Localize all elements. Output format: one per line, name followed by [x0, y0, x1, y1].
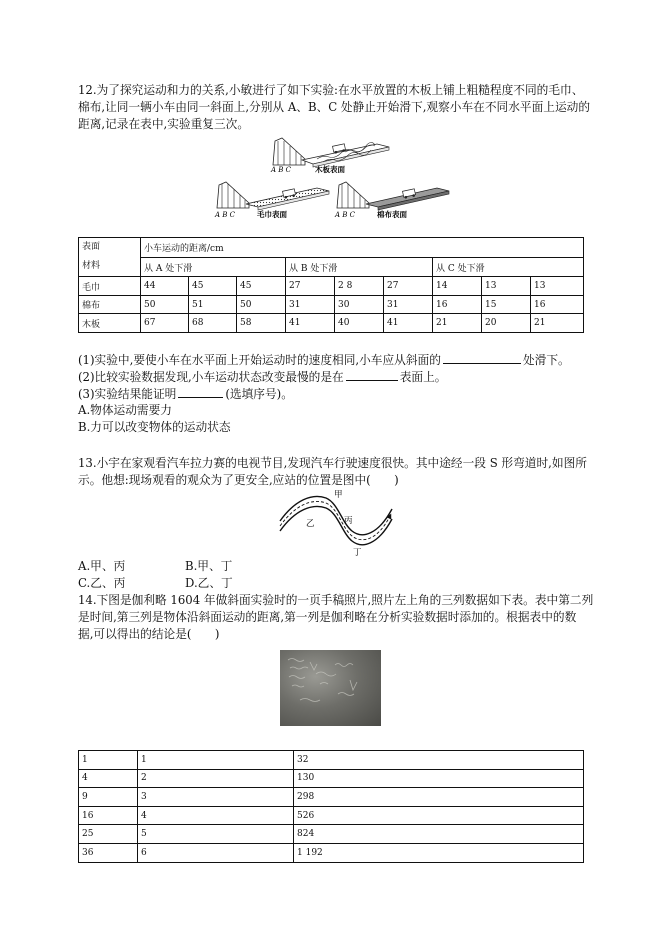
wood-surface-label: 木板表面 [315, 165, 345, 174]
table-cell: 27 [286, 277, 335, 296]
distance-table [78, 237, 584, 333]
table-row [79, 788, 584, 807]
table-cell: 31 [286, 296, 335, 314]
sub-3-text: (3)实验结果能证明 [78, 387, 177, 401]
group-header-b: 从 B 处下滑 [286, 258, 433, 277]
manuscript-photo [280, 650, 381, 726]
ramp-points-label: A B C [271, 166, 292, 174]
q13-line-2: 示。他想:现场观看的观众为了更安全,应站的位置是图中( ) [78, 473, 399, 487]
sub-2-suffix: 表面上。 [399, 370, 447, 384]
position-label-jia: 甲 [334, 490, 343, 500]
q13-line-1: 13.小宇在家观看汽车拉力赛的电视节目,发现汽车行驶速度很快。其中途经一段 S 形弯道时,如图所 [78, 456, 587, 470]
towel-surface-setup [214, 182, 329, 219]
s-curve-road-figure [270, 488, 395, 558]
sub-1-text: (1)实验中,要使小车在水平面上开始运动时的速度相同,小车应从斜面的 [78, 353, 441, 367]
table-cell: 51 [189, 296, 237, 314]
table-cell: 298 [294, 788, 584, 807]
table-cell: 16 [531, 296, 584, 314]
table-cell: 14 [433, 277, 482, 296]
wood-board [302, 144, 389, 164]
table-cell: 13 [531, 277, 584, 296]
position-label-yi: 乙 [306, 519, 315, 529]
q12-line-1: 12.为了探究运动和力的关系,小敏进行了如下实验:在水平放置的木板上铺上粗糙程度不同的毛巾、 [78, 83, 584, 97]
q12-option-a: A.物体运动需要力 [78, 403, 172, 417]
table-cell: 41 [286, 314, 335, 333]
galileo-data-table [78, 750, 584, 863]
manuscript-writing-marks [280, 650, 381, 726]
table-cell: 1 192 [294, 843, 584, 862]
q13-option-a: A.甲、丙 [78, 559, 126, 573]
table-row [79, 314, 584, 333]
corner-header-bottom: 材料 [82, 261, 101, 271]
table-cell: 41 [384, 314, 433, 333]
table-cell: 5 [138, 825, 294, 844]
q13-options-row-2 [78, 575, 378, 592]
table-cell: 1 [79, 751, 138, 770]
group-header-a: 从 A 处下滑 [141, 258, 286, 277]
table-cell: 45 [237, 277, 286, 296]
table-cell: 13 [482, 277, 531, 296]
table-cell: 36 [79, 843, 138, 862]
table-cell: 40 [335, 314, 384, 333]
corner-header-cell [79, 238, 141, 277]
answer-blank [178, 385, 223, 398]
group-header-c: 从 C 处下滑 [433, 258, 584, 277]
q12-sub-1 [78, 351, 570, 368]
sub-3-suffix: (选填序号)。 [225, 387, 293, 401]
table-cell: 32 [294, 751, 584, 770]
ramp-points-label: A B C [215, 211, 236, 219]
table-cell: 31 [384, 296, 433, 314]
towel-surface-label: 毛巾表面 [257, 210, 287, 219]
cotton-surface-label: 棉布表面 [377, 210, 407, 219]
table-row [79, 769, 584, 788]
table-row [79, 806, 584, 825]
q12-option-b: B.力可以改变物体的运动状态 [78, 420, 231, 434]
material-cell: 木板 [79, 314, 141, 333]
material-cell: 毛巾 [79, 277, 141, 296]
table-cell: 45 [189, 277, 237, 296]
q13-options-row-1 [78, 558, 378, 575]
table-cell: 27 [384, 277, 433, 296]
table-cell: 25 [79, 825, 138, 844]
table-cell: 2 [138, 769, 294, 788]
car-path-arrow [280, 501, 390, 539]
sub-1-suffix: 处滑下。 [522, 353, 570, 367]
ramp-points-label: A B C [335, 211, 356, 219]
table-cell: 526 [294, 806, 584, 825]
corner-header-top: 表面 [82, 242, 101, 252]
table-cell: 130 [294, 769, 584, 788]
table-cell: 4 [138, 806, 294, 825]
table-cell: 824 [294, 825, 584, 844]
cotton-surface-setup [334, 182, 449, 219]
road-edge-lower [280, 506, 392, 544]
table-cell: 16 [79, 806, 138, 825]
q14-line-3: 据,可以得出的结论是( ) [78, 627, 220, 641]
table-cell: 1 [138, 751, 294, 770]
q12-sub-3 [78, 385, 293, 402]
table-row [79, 296, 584, 314]
position-label-bing: 丙 [344, 516, 353, 526]
table-header-row [79, 258, 584, 277]
table-cell: 68 [189, 314, 237, 333]
table-cell: 21 [531, 314, 584, 333]
table-row [79, 825, 584, 844]
incline-experiment-figure [205, 135, 450, 225]
position-label-ding: 丁 [353, 548, 362, 558]
q13-option-c: C.乙、丙 [78, 576, 126, 590]
table-cell: 20 [482, 314, 531, 333]
road-edge-upper [280, 496, 392, 534]
q12-line-3: 距离,记录在表中,实验重复三次。 [78, 117, 250, 131]
material-cell: 棉布 [79, 296, 141, 314]
table-cell: 58 [237, 314, 286, 333]
table-cell: 50 [141, 296, 189, 314]
table-row [79, 277, 584, 296]
q13-option-b: B.甲、丁 [185, 559, 233, 573]
q12-line-2: 棉布,让同一辆小车由同一斜面上,分别从 A、B、C 处静止开始滑下,观察小车在不同水平面上运动的 [78, 100, 591, 114]
table-cell: 15 [482, 296, 531, 314]
table-row [79, 843, 584, 862]
q12-sub-2 [78, 368, 446, 385]
table-cell: 50 [237, 296, 286, 314]
table-cell: 21 [433, 314, 482, 333]
distance-header: 小车运动的距离/cm [141, 238, 584, 258]
table-cell: 16 [433, 296, 482, 314]
sub-2-text: (2)比较实验数据发现,小车运动状态改变最慢的是在 [78, 370, 344, 384]
answer-blank [346, 368, 398, 381]
table-cell: 6 [138, 843, 294, 862]
table-row [79, 751, 584, 770]
q14-line-1: 14.下图是伽利略 1604 年做斜面实验时的一页手稿照片,照片左上角的三列数据如下表。表中第二列 [78, 593, 594, 607]
table-cell: 4 [79, 769, 138, 788]
table-cell: 67 [141, 314, 189, 333]
table-cell: 3 [138, 788, 294, 807]
table-cell: 30 [335, 296, 384, 314]
wood-surface-setup [270, 138, 389, 174]
table-header-row [79, 238, 584, 258]
table-cell: 44 [141, 277, 189, 296]
table-cell: 2 8 [335, 277, 384, 296]
answer-blank [443, 351, 521, 364]
q13-option-d: D.乙、丁 [185, 576, 233, 590]
table-cell: 9 [79, 788, 138, 807]
q14-line-2: 是时间,第三列是物体沿斜面运动的距离,第一列是伽利略在分析实验数据时添加的。根据表中的数 [78, 610, 577, 624]
